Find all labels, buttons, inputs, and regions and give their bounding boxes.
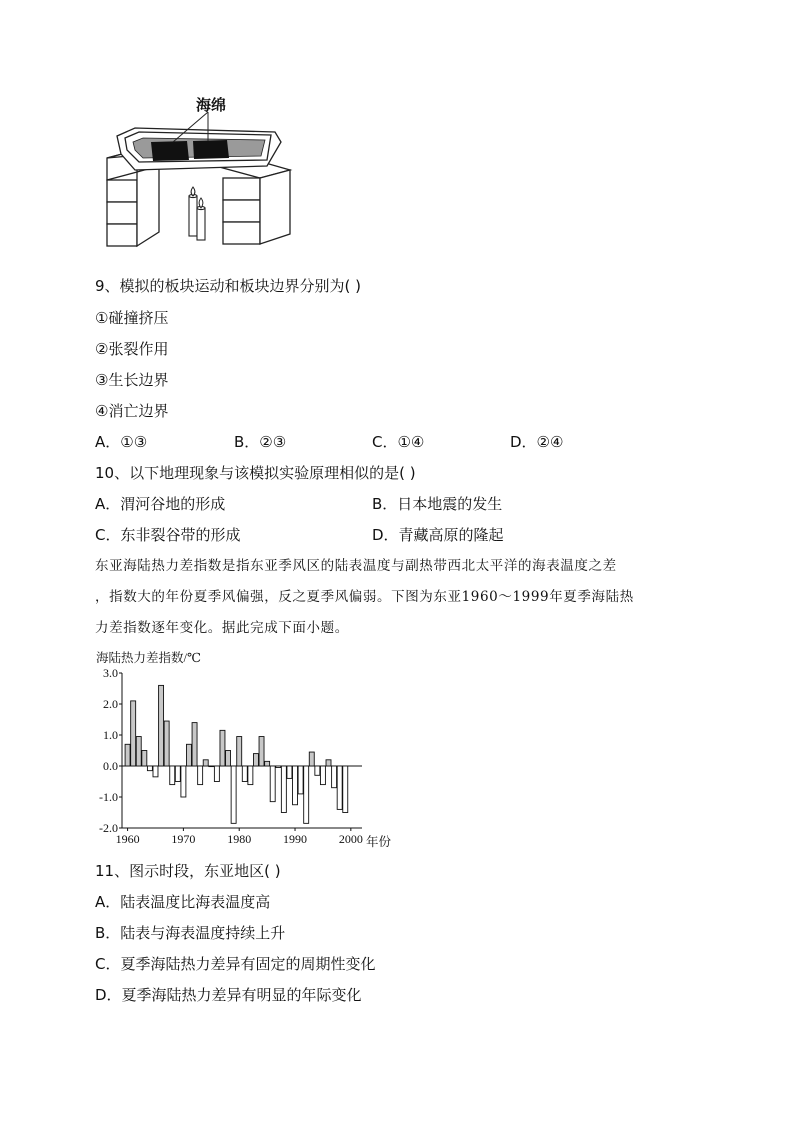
chart-bar bbox=[203, 760, 208, 766]
chart-bar bbox=[343, 766, 348, 813]
question-10-option-d: D．青藏高原的隆起 bbox=[372, 526, 504, 544]
chart-bar bbox=[304, 766, 309, 823]
chart-bar bbox=[147, 766, 152, 771]
chart-y-tick-label: 2.0 bbox=[103, 697, 118, 711]
question-11-option-d: D．夏季海陆热力差异有明显的年际变化 bbox=[95, 986, 362, 1004]
chart-bar bbox=[287, 766, 292, 778]
question-9-option-b: B．②③ bbox=[234, 433, 287, 451]
chart-x-tick-label: 1970 bbox=[171, 832, 196, 846]
chart-bar bbox=[237, 737, 242, 766]
chart-bar bbox=[231, 766, 236, 823]
passage-line-1: 东亚海陆热力差指数是指东亚季风区的陆表温度与副热带西北太平洋的海表温度之差 bbox=[95, 558, 617, 574]
question-9-option-c: C．①④ bbox=[372, 433, 425, 451]
chart-bar bbox=[164, 721, 169, 766]
question-10-stem: 10、以下地理现象与该模拟实验原理相似的是( ) bbox=[95, 464, 416, 482]
chart-bar bbox=[337, 766, 342, 809]
question-9-item: ④消亡边界 bbox=[95, 402, 169, 420]
chart-bar bbox=[175, 766, 180, 782]
chart-bar bbox=[242, 766, 247, 782]
sea-land-thermal-index-chart bbox=[88, 645, 408, 855]
question-9-item: ②张裂作用 bbox=[95, 340, 169, 358]
chart-bar bbox=[259, 737, 264, 766]
chart-bar bbox=[131, 701, 136, 766]
chart-bar bbox=[198, 766, 203, 785]
question-9-stem: 9、模拟的板块运动和板块边界分别为( ) bbox=[95, 277, 362, 295]
chart-bar bbox=[309, 752, 314, 766]
chart-y-axis-label: 海陆热力差指数/℃ bbox=[96, 651, 201, 665]
chart-y-tick-label: -1.0 bbox=[99, 790, 118, 804]
passage-line-3: 力差指数逐年变化。据此完成下面小题。 bbox=[95, 620, 349, 636]
chart-bar bbox=[125, 744, 130, 766]
chart-bar bbox=[214, 766, 219, 782]
chart-y-tick-label: 1.0 bbox=[103, 728, 118, 742]
chart-bar bbox=[253, 754, 258, 766]
chart-bar bbox=[181, 766, 186, 797]
question-11-option-b: B．陆表与海表温度持续上升 bbox=[95, 924, 286, 942]
chart-bar bbox=[270, 766, 275, 802]
chart-x-axis-label: 年份 bbox=[366, 835, 392, 849]
chart-bar bbox=[293, 766, 298, 805]
chart-bar bbox=[298, 766, 303, 794]
chart-bar bbox=[142, 751, 147, 767]
chart-x-tick-label: 1960 bbox=[115, 832, 140, 846]
chart-bar bbox=[136, 737, 141, 766]
chart-x-tick-label: 1980 bbox=[227, 832, 252, 846]
chart-bar bbox=[326, 760, 331, 766]
sponge-experiment-figure bbox=[95, 90, 305, 260]
chart-y-tick-label: 0.0 bbox=[103, 759, 118, 773]
chart-bar bbox=[153, 766, 158, 777]
sponge-label: 海绵 bbox=[196, 96, 227, 114]
chart-x-tick-label: 1990 bbox=[283, 832, 308, 846]
chart-bar bbox=[276, 766, 281, 768]
chart-y-tick-label: -2.0 bbox=[99, 821, 118, 835]
chart-bar bbox=[248, 766, 253, 785]
question-10-option-c: C．东非裂谷带的形成 bbox=[95, 526, 241, 544]
question-11-stem: 11、图示时段，东亚地区( ) bbox=[95, 862, 281, 880]
question-9-item: ③生长边界 bbox=[95, 371, 169, 389]
chart-bar bbox=[159, 685, 164, 766]
chart-bar bbox=[220, 730, 225, 766]
chart-y-tick-label: 3.0 bbox=[103, 666, 118, 680]
question-10-option-b: B．日本地震的发生 bbox=[372, 495, 503, 513]
question-10-option-a: A．渭河谷地的形成 bbox=[95, 495, 226, 513]
question-11-option-c: C．夏季海陆热力差异有固定的周期性变化 bbox=[95, 955, 376, 973]
chart-bar bbox=[170, 766, 175, 785]
chart-bar bbox=[209, 766, 214, 767]
chart-bar bbox=[315, 766, 320, 775]
chart-bar bbox=[332, 766, 337, 788]
question-9-item: ①碰撞挤压 bbox=[95, 309, 169, 327]
chart-bar bbox=[265, 761, 270, 766]
chart-bar bbox=[192, 723, 197, 766]
chart-bar bbox=[281, 766, 286, 813]
question-9-option-d: D．②④ bbox=[510, 433, 564, 451]
chart-bar bbox=[186, 744, 191, 766]
passage-line-2: ，指数大的年份夏季风偏强，反之夏季风偏弱。下图为东亚1960～1999年夏季海陆热 bbox=[95, 589, 634, 605]
chart-bar bbox=[320, 766, 325, 785]
chart-bar bbox=[226, 751, 231, 767]
question-11-option-a: A．陆表温度比海表温度高 bbox=[95, 893, 271, 911]
chart-x-tick-label: 2000 bbox=[338, 832, 363, 846]
question-9-option-a: A．①③ bbox=[95, 433, 148, 451]
